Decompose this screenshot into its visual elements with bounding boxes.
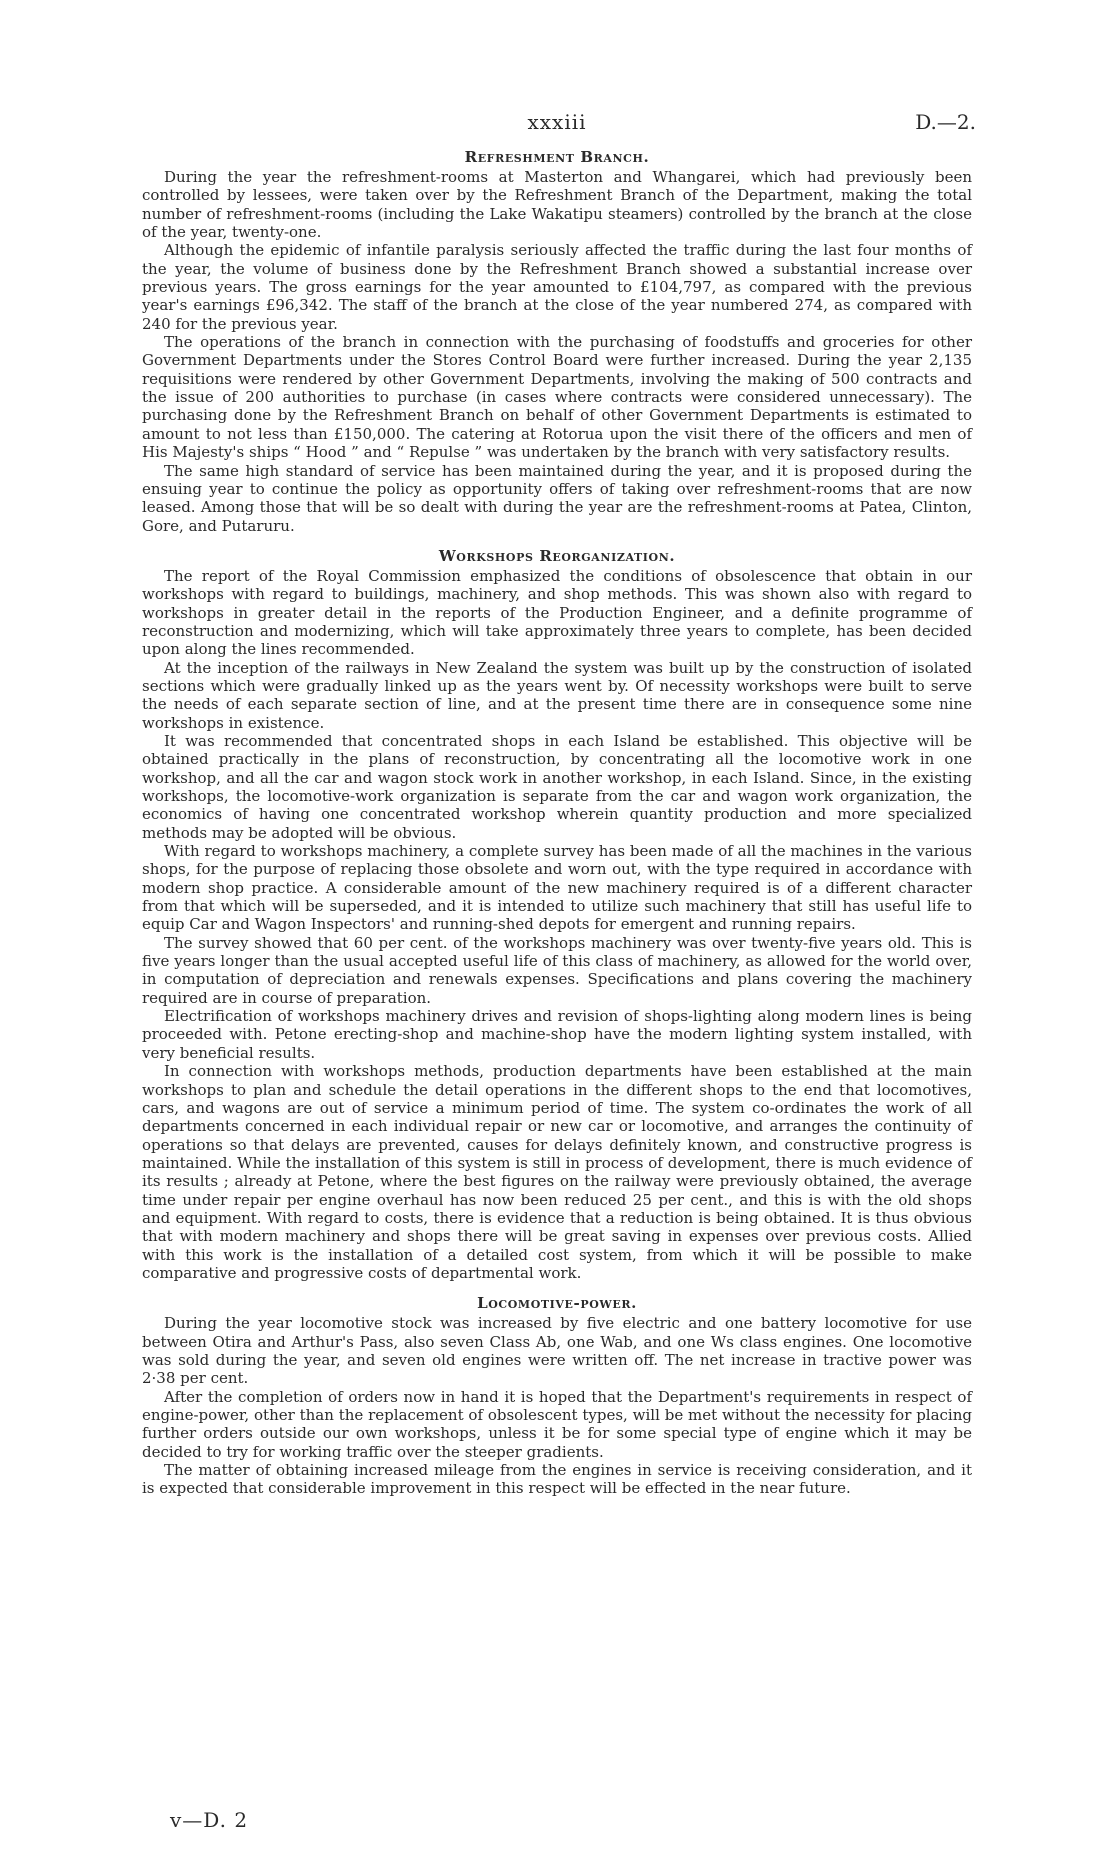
paragraph: The matter of obtaining increased mileage from the engines in service is receiving consideration, and it is expected that considerable improvement in this respect will be effected in the near future.	[142, 1461, 972, 1498]
document-page	[142, 110, 976, 1508]
paragraph: With regard to workshops machinery, a complete survey has been made of all the machines in the various shops, for the purpose of replacing those obsolete and worn out, with the type required in accordance with modern shop practice. A considerable amount of the new machinery required is of a different character from that which will be superseded, and it is intended to utilize such machinery that still has useful life to equip Car and Wagon Inspectors' and running-shed depots for emergent and running repairs.	[142, 842, 972, 934]
section-heading: Refreshment Branch.	[464, 148, 650, 166]
paragraph: At the inception of the railways in New Zealand the system was built up by the construction of isolated sections which were gradually linked up as the years went by. Of necessity workshops were built to serve the needs of each separate section of line, and at the present time there are in consequence some nine workshops in existence.	[142, 658, 972, 732]
paragraph: The same high standard of service has been maintained during the year, and it is proposed during the ensuing year to continue the policy as opportunity offers of taking over refreshment-rooms that are now leased. Among those that will be so dealt with during the year are the refreshment-rooms at Patea, Clinton, Gore, and Putaruru.	[142, 461, 972, 535]
section-refreshment-branch	[142, 146, 972, 535]
document-reference: D.—2.	[915, 110, 976, 134]
page-header	[142, 110, 976, 146]
page-number: xxxiii	[527, 110, 587, 134]
signature-mark: v—D. 2	[170, 1808, 249, 1832]
section-heading: Locomotive-power.	[477, 1294, 637, 1313]
paragraph: Electrification of workshops machinery drives and revision of shops-lighting along modern lines is being proceeded with. Petone erecting-shop and machine-shop have the modern lighting system installed, with very beneficial results.	[142, 1007, 972, 1062]
paragraph: In connection with workshops methods, production departments have been established at the main workshops to plan and schedule the detail operations in the different shops to the end that locomotives, cars, and wagons are out of service a minimum period of time. The system co-ordinates the work of all departments concerned in each individual repair or new car or locomotive, and arranges the continuity of operations so that delays are prevented, causes for delays definitely known, and constructive progress is maintained. While the installation of this system is still in process of development, there is much evidence of its results ; already at Petone, where the best figures on the railway were previously obtained, the average time under repair per engine overhaul has now been reduced 25 per cent., and this is with the old shops and equipment. With regard to costs, there is evidence that a reduction is being obtained. It is thus obvious that with modern machinery and shops there will be great saving in expenses over previous costs. Allied with this work is the installation of a detailed cost system, from which it will be possible to make comparative and progressive costs of departmental work.	[142, 1062, 972, 1282]
paragraph: Although the epidemic of infantile paralysis seriously affected the traffic during the last four months of the year, the volume of business done by the Refreshment Branch showed a substantial increase over previous years. The gross earnings for the year amounted to £104,797, as compared with the previous year's earnings £96,342. The staff of the branch at the close of the year numbered 274, as compared with 240 for the previous year.	[142, 241, 972, 333]
paragraph: It was recommended that concentrated shops in each Island be established. This objective will be obtained practically in the plans of reconstruction, by concentrating all the locomotive work in one workshop, and all the car and wagon stock work in another workshop, in each Island. Since, in the existing workshops, the locomotive-work organization is separate from the car and wagon work organization, the economics of having one concentrated workshop wherein quantity production and more specialized methods may be adopted will be obvious.	[142, 731, 972, 842]
section-workshops-reorganization	[142, 545, 972, 1282]
paragraph: The report of the Royal Commission emphasized the conditions of obsolescence that obtain in our workshops with regard to buildings, machinery, and shop methods. This was shown also with regard to workshops in greater detail in the reports of the Production Engineer, and a definite programme of reconstruction and modernizing, which will take approximately three years to complete, has been decided upon along the lines recommended.	[142, 566, 972, 659]
section-locomotive-power	[142, 1292, 972, 1497]
paragraph: The operations of the branch in connection with the purchasing of foodstuffs and groceries for other Government Departments under the Stores Control Board were further increased. During the year 2,135 requisitions were rendered by other Government Departments, involving the making of 500 contracts and the issue of 200 authorities to purchase (in cases where contracts were considered unnecessary). The purchasing done by the Refreshment Branch on behalf of other Government Departments is estimated to amount to not less than £150,000. The catering at Rotorua upon the visit there of the officers and men of His Majesty's ships “ Hood ” and “ Repulse ” was undertaken by the branch with very satisfactory results.	[142, 333, 972, 462]
paragraph: The survey showed that 60 per cent. of the workshops machinery was over twenty-five years old. This is five years longer than the usual accepted useful life of this class of machinery, as allowed for the world over, in computation of depreciation and renewals expenses. Specifications and plans covering the machinery required are in course of preparation.	[142, 933, 972, 1007]
paragraph: During the year locomotive stock was increased by five electric and one battery locomotive for use between Otira and Arthur's Pass, also seven Class Ab, one Wab, and one Ws class engines. One locomotive was sold during the year, and seven old engines were written off. The net increase in tractive power was 2·38 per cent.	[142, 1314, 972, 1388]
section-heading: Workshops Reorganization.	[438, 546, 676, 565]
paragraph: After the completion of orders now in hand it is hoped that the Department's requirements in respect of engine-power, other than the replacement of obsolescent types, will be met without the necessity for placing further orders outside our own workshops, unless it be for some special type of engine which it may be decided to try for working traffic over the steeper gradients.	[142, 1387, 972, 1461]
paragraph: During the year the refreshment-rooms at Masterton and Whangarei, which had previously been controlled by lessees, were taken over by the Refreshment Branch of the Department, making the total number of refreshment-rooms (including the Lake Wakatipu steamers) controlled by the branch at the close of the year, twenty-one.	[142, 168, 972, 242]
